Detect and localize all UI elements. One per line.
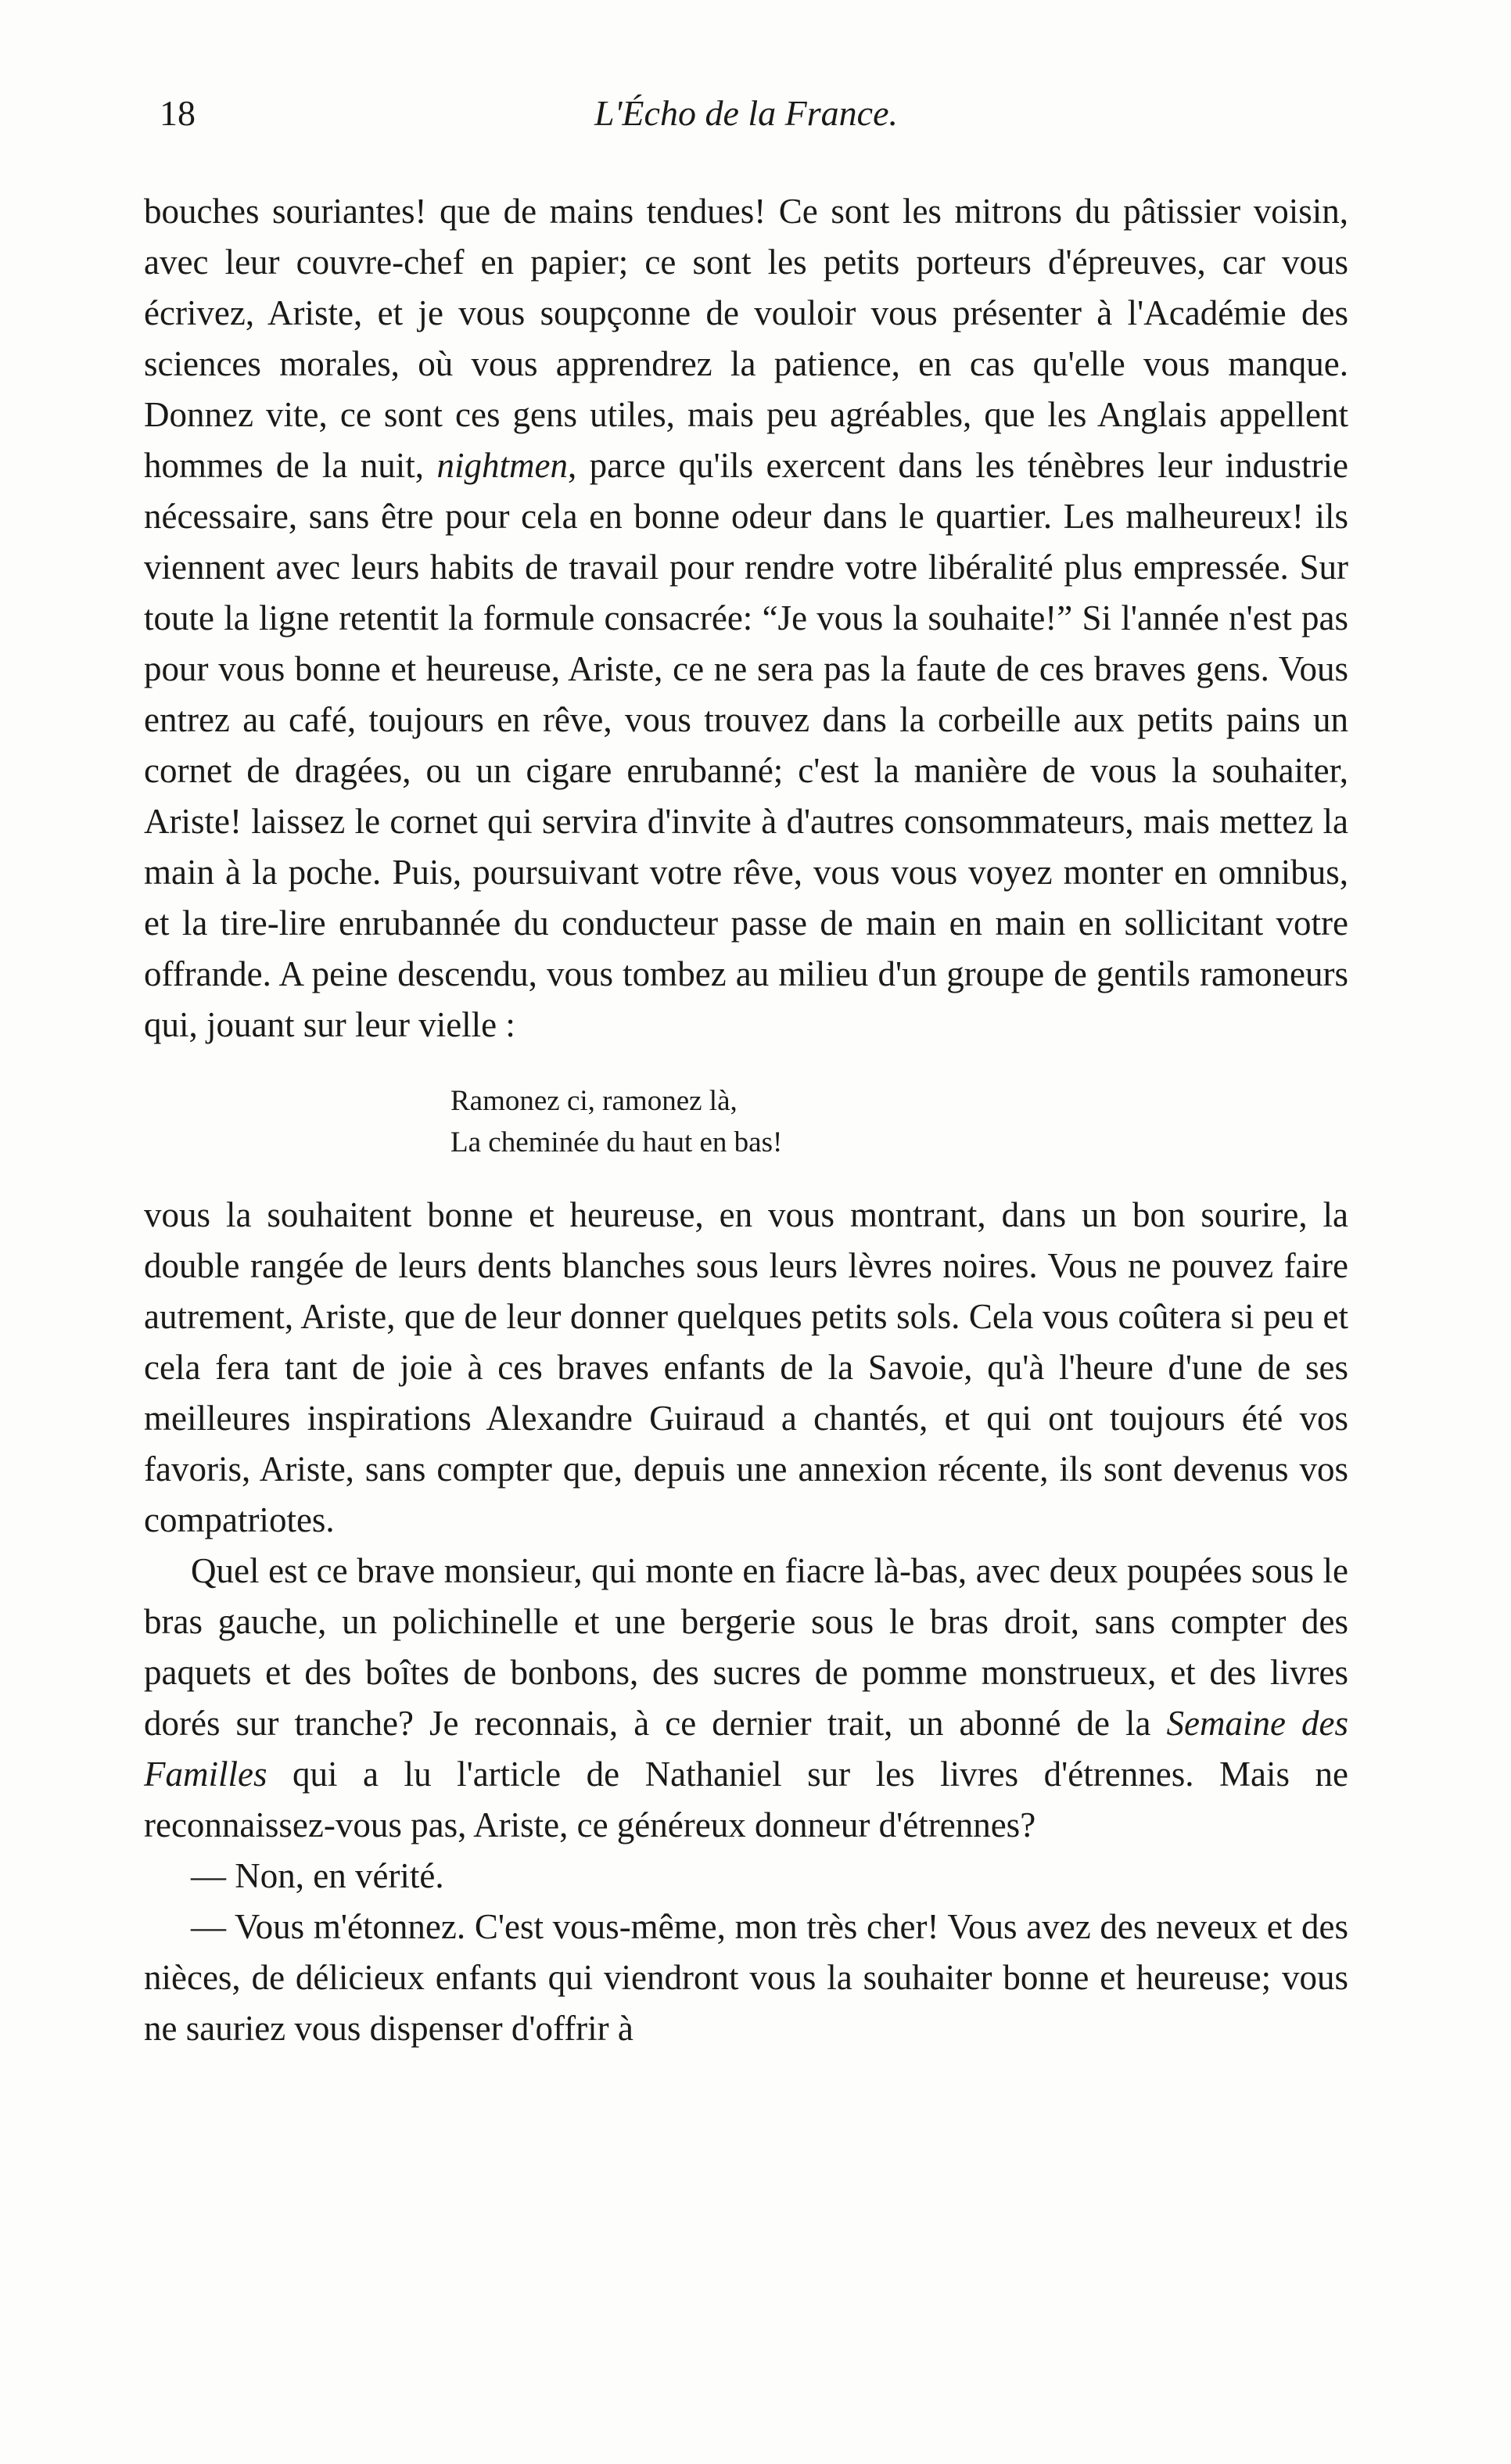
italic-title-semaine: Semaine des Familles — [144, 1704, 1349, 1794]
body-text — [144, 186, 1348, 2054]
verse-line-1: Ramonez ci, ramonez là, — [450, 1085, 738, 1117]
dialogue-line-2: — Vous m'étonnez. C'est vous-même, mon très cher! Vous avez des neveux et des nièces, de délicieux enfants qui viendront vous la souhaiter bonne et heureuse; vous ne sauriez vous dispenser d'offrir à — [144, 1907, 1348, 2048]
verse-line-2: La cheminée du haut en bas! — [450, 1126, 783, 1158]
book-page — [144, 92, 1348, 2054]
paragraph-2: vous la souhaitent bonne et heureuse, en vous montrant, dans un bon sourire, la double rangée de leurs dents blanches sous leurs lèvres noires. Vous ne pouvez faire autrement, Ariste, que de leur donner quelques petits sols. Cela vous coûtera si peu et cela fera tant de joie à ces braves enfants de la Savoie, qu'à l'heure d'une de ses meilleures inspirations Alexandre Guiraud a chantés, et qui ont toujours été vos favoris, Ariste, sans compter que, depuis une annexion récente, ils sont devenus vos compatriotes. — [144, 1195, 1348, 1539]
paragraph-3 — [144, 1546, 1348, 1851]
paragraph-1 — [144, 186, 1348, 1051]
paragraph-1-text-a: bouches souriantes! que de mains tendues! Ce sont les mitrons du pâtissier voisin, avec leur couvre-chef en papier; ce sont les petits porteurs d'épreuves, car vous écrivez, Ariste, et je vous soupçonne de vouloir vous présenter à l'Académie des sciences morales, où vous apprendrez la patience, en cas qu'elle vous manque. Donnez vite, ce sont ces gens utiles, mais peu agréables, que les Anglais appellent hommes de la nuit, — [144, 192, 1348, 485]
verse-quote — [450, 1080, 1348, 1163]
paragraph-3-text-a: Quel est ce brave monsieur, qui monte en fiacre là-bas, avec deux poupées sous le bras gauche, un polichinelle et une bergerie sous le bras droit, sans compter des paquets et des boîtes de bonbons, des sucres de pomme monstrueux, et des livres dorés sur tranche? Je reconnais, à ce dernier trait, un abonné de la — [144, 1551, 1348, 1743]
dialogue-line-1: — Non, en vérité. — [191, 1856, 444, 1895]
page-header — [144, 92, 1348, 147]
running-title: L'Écho de la France. — [594, 93, 898, 133]
italic-term-nightmen: nightmen — [436, 446, 568, 485]
page-number: 18 — [160, 93, 196, 133]
paragraph-1-text-b: , parce qu'ils exercent dans les ténèbres leur industrie nécessaire, sans être pour cela en bonne odeur dans le quartier. Les malheureux! ils viennent avec leurs habits de travail pour rendre votre libéralité plus empressée. Sur toute la ligne retentit la formule consacrée: “Je vous la souhaite!” Si l'année n'est pas pour vous bonne et heureuse, Ariste, ce ne sera pas la faute de ces braves gens. Vous entrez au café, toujours en rêve, vous trouvez dans la corbeille aux petits pains un cornet de dragées, ou un cigare enrubanné; c'est la manière de vous la souhaiter, Ariste! laissez le cornet qui servira d'invite à d'autres consommateurs, mais mettez la main à la poche. Puis, poursuivant votre rêve, vous vous voyez monter en omnibus, et la tire-lire enrubannée du conducteur passe de main en main en sollicitant votre offrande. A peine descendu, vous tombez au milieu d'un groupe de gentils ramoneurs qui, jouant sur leur vielle : — [144, 446, 1348, 1044]
paragraph-3-text-b: qui a lu l'article de Nathaniel sur les livres d'étrennes. Mais ne reconnaissez-vous pas, Ariste, ce généreux donneur d'étrennes? — [144, 1755, 1348, 1844]
